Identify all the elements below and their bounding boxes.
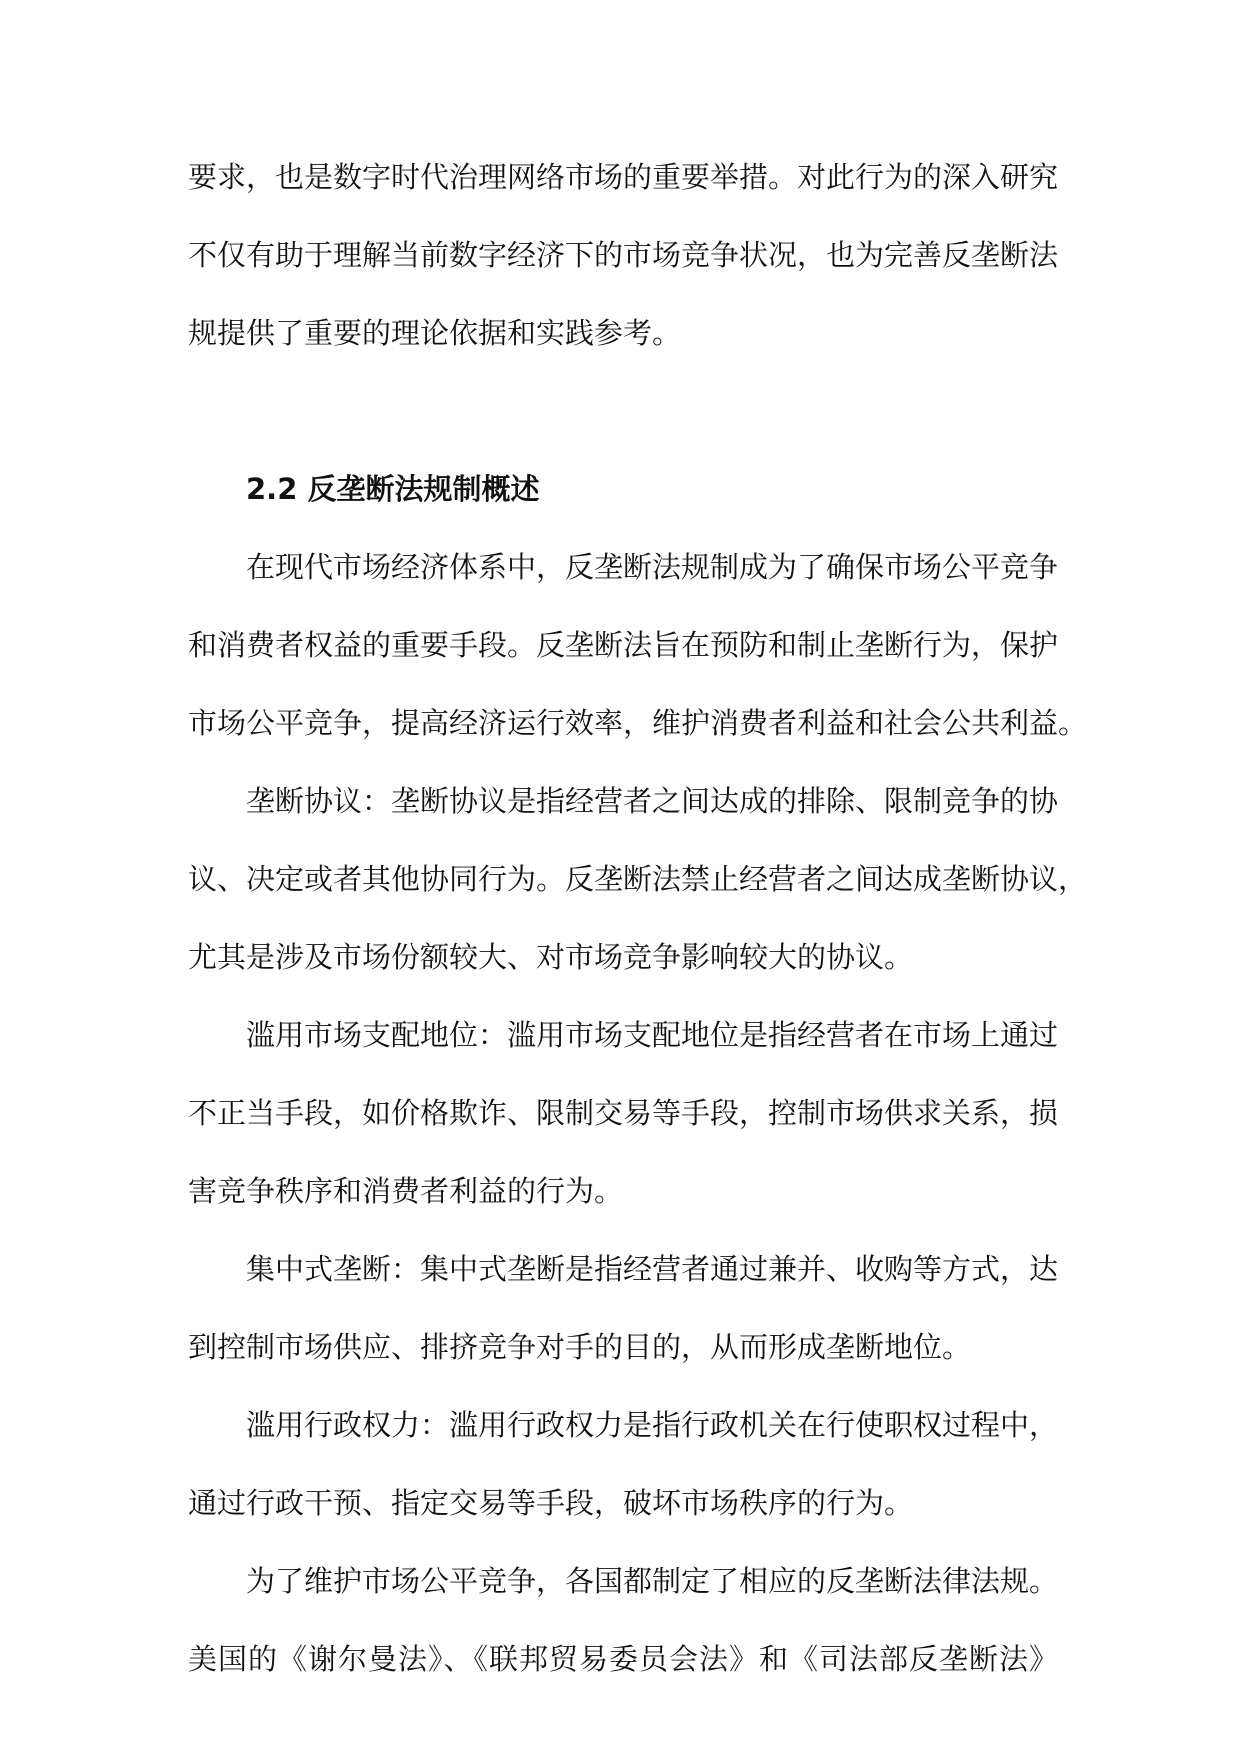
text-line: 集中式垄断：集中式垄断是指经营者通过兼并、收购等方式，达 xyxy=(246,1252,1059,1286)
text-line: 通过行政干预、指定交易等手段，破坏市场秩序的行为。 xyxy=(188,1486,914,1520)
spacer xyxy=(188,372,1058,450)
text-line: 美国的《谢尔曼法》、《联邦贸易委员会法》和《司法部反垄断法》 xyxy=(188,1642,1058,1676)
section-heading: 2.2 反垄断法规制概述 xyxy=(246,472,540,506)
intro-paragraph xyxy=(188,138,1058,372)
paragraph-dominant-position xyxy=(188,996,1058,1230)
text-line: 害竞争秩序和消费者利益的行为。 xyxy=(188,1174,624,1208)
text-line: 在现代市场经济体系中，反垄断法规制成为了确保市场公平竞争 xyxy=(246,550,1059,584)
paragraph-legislation xyxy=(188,1542,1058,1698)
text-line: 不仅有助于理解当前数字经济下的市场竞争状况，也为完善反垄断法 xyxy=(188,238,1059,272)
text-line: 尤其是涉及市场份额较大、对市场竞争影响较大的协议。 xyxy=(188,940,914,974)
text-line: 到控制市场供应、排挤竞争对手的目的，从而形成垄断地位。 xyxy=(188,1330,972,1364)
text-line: 滥用行政权力：滥用行政权力是指行政机关在行使职权过程中， xyxy=(246,1408,1059,1442)
text-line: 要求，也是数字时代治理网络市场的重要举措。对此行为的深入研究 xyxy=(188,160,1059,194)
text-line: 市场公平竞争，提高经济运行效率，维护消费者利益和社会公共利益。 xyxy=(188,706,1088,740)
paragraph-monopoly-agreement xyxy=(188,762,1088,996)
text-line: 滥用市场支配地位：滥用市场支配地位是指经营者在市场上通过 xyxy=(246,1018,1059,1052)
document-body xyxy=(188,138,1088,1698)
text-line: 规提供了重要的理论依据和实践参考。 xyxy=(188,316,682,350)
text-line: 为了维护市场公平竞争，各国都制定了相应的反垄断法律法规。 xyxy=(246,1564,1059,1598)
text-line: 议、决定或者其他协同行为。反垄断法禁止经营者之间达成垄断协议， xyxy=(188,862,1088,896)
text-line: 不正当手段，如价格欺诈、限制交易等手段，控制市场供求关系，损 xyxy=(188,1096,1059,1130)
paragraph-concentration xyxy=(188,1230,1058,1386)
paragraph-overview xyxy=(188,528,1088,762)
text-line: 和消费者权益的重要手段。反垄断法旨在预防和制止垄断行为，保护 xyxy=(188,628,1059,662)
paragraph-administrative-power xyxy=(188,1386,1058,1542)
text-line: 垄断协议：垄断协议是指经营者之间达成的排除、限制竞争的协 xyxy=(246,784,1059,818)
